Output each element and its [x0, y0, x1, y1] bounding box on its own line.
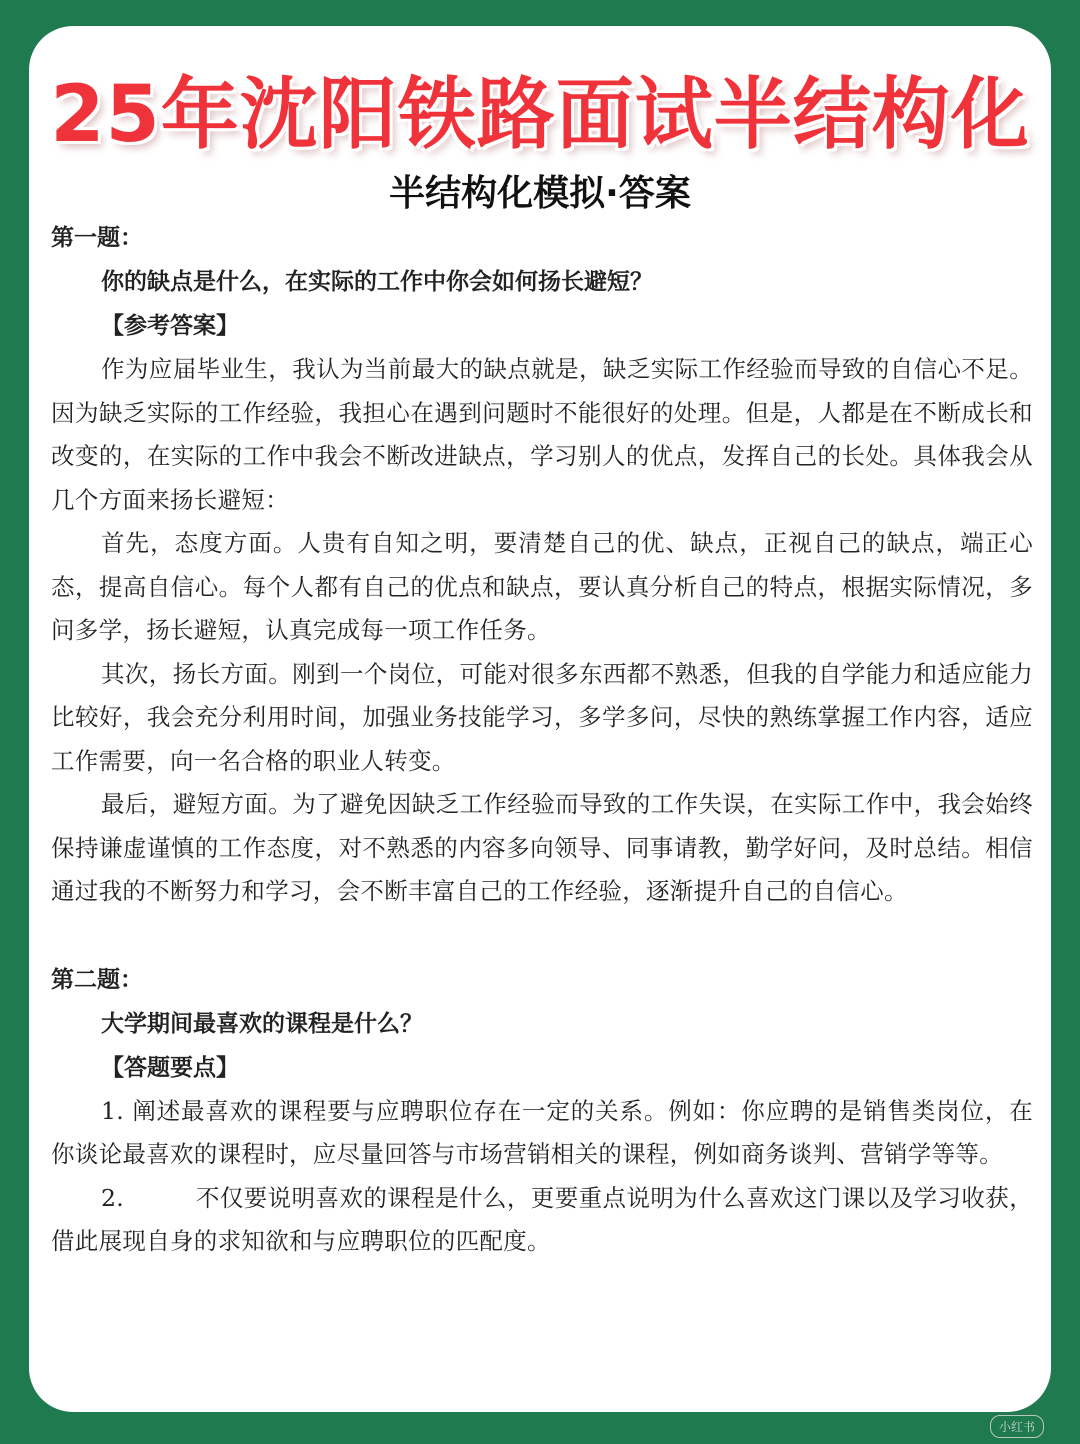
question-2-answer-tag: 【答题要点】 — [101, 1054, 239, 1081]
answer-paragraph: 作为应届毕业生，我认为当前最大的缺点就是，缺乏实际工作经验而导致的自信心不足。因为缺乏实际的工作经验，我担心在遇到问题时不能很好的处理。但是，人都是在不断成长和改变的，在实际的工作中我会不断改进缺点，学习别人的优点，发挥自己的长处。具体我会从几个方面来扬长避短： — [51, 355, 1033, 514]
document-card — [29, 26, 1051, 1412]
question-2-text: 大学期间最喜欢的课程是什么？ — [101, 1010, 423, 1037]
section-gap — [51, 914, 1033, 958]
answer-paragraph: 其次，扬长方面。刚到一个岗位，可能对很多东西都不熟悉，但我的自学能力和适应能力比较好，我会充分利用时间，加强业务技能学习，多学多问，尽快的熟练掌握工作内容，适应工作需要，向一名合格的职业人转变。 — [51, 659, 1033, 775]
question-1-answer-tag: 【参考答案】 — [101, 313, 239, 339]
question-2-heading: 第二题： — [51, 966, 143, 993]
main-title: 25年沈阳铁路面试半结构化 — [50, 70, 1030, 160]
sub-title: 半结构化模拟·答案 — [389, 173, 691, 214]
question-1-text: 你的缺点是什么，在实际的工作中你会如何扬长避短？ — [101, 269, 653, 295]
answer-paragraph: 最后，避短方面。为了避免因缺乏工作经验而导致的工作失误，在实际工作中，我会始终保持谦虚谨慎的工作态度，对不熟悉的内容多向领导、同事请教，勤学好问，及时总结。相信通过我的不断努力和学习，会不断丰富自己的工作经验，逐渐提升自己的自信心。 — [51, 790, 1033, 905]
key-point-paragraph: 1. 阐述最喜欢的课程要与应聘职位存在一定的关系。例如：你应聘的是销售类岗位，在你谈论最喜欢的课程时，应尽量回答与市场营销相关的课程，例如商务谈判、营销学等等。 — [51, 1096, 1033, 1168]
watermark: 小红书 — [990, 1415, 1044, 1438]
content — [51, 216, 1033, 1264]
key-point-paragraph: 2. 不仅要说明喜欢的课程是什么，更要重点说明为什么喜欢这门课以及学习收获，借此展现自身的求知欲和与应聘职位的匹配度。 — [51, 1183, 1033, 1255]
answer-paragraph: 首先，态度方面。人贵有自知之明，要清楚自己的优、缺点，正视自己的缺点，端正心态，提高自信心。每个人都有自己的优点和缺点，要认真分析自己的特点，根据实际情况，多问多学，扬长避短，认真完成每一项工作任务。 — [51, 529, 1033, 644]
question-1-heading: 第一题： — [51, 225, 143, 251]
